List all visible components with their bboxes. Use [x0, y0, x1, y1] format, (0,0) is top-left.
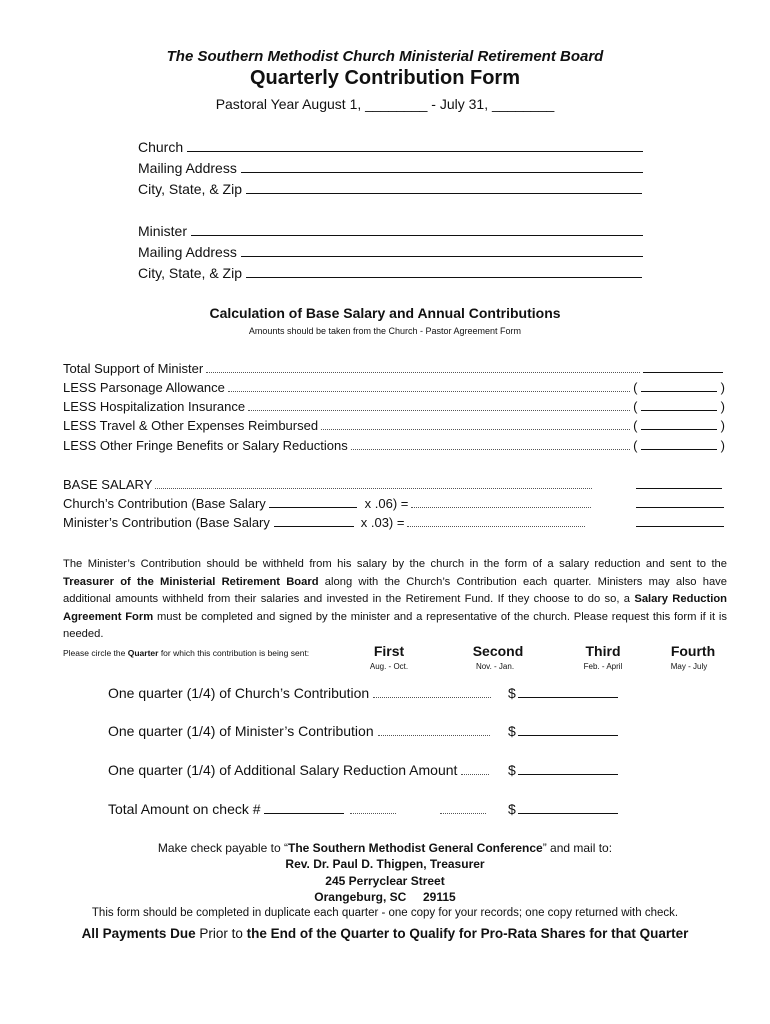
church-contribution-blank[interactable]	[636, 496, 724, 508]
quarter-fourth[interactable]: Fourth	[670, 643, 716, 659]
minister-base-salary-blank[interactable]	[274, 515, 354, 527]
church-quarter-label: One quarter (1/4) of Church’s Contribution	[108, 685, 370, 701]
total-support-row	[63, 361, 723, 376]
total-amount[interactable]: $	[508, 801, 618, 817]
row-label: Total Support of Minister	[63, 361, 204, 376]
travel-expenses-row: LESS Travel & Other Expenses Reimbursed ( )	[63, 418, 725, 433]
church-base-salary-blank[interactable]	[269, 496, 357, 508]
church-field[interactable]	[138, 139, 643, 155]
minister-city-state-zip-label: City, State, & Zip	[138, 265, 242, 281]
quarter-first-months: Aug. - Oct.	[369, 662, 409, 671]
hospitalization-row: LESS Hospitalization Insurance ( )	[63, 399, 725, 414]
row-label: LESS Travel & Other Expenses Reimbursed	[63, 418, 319, 433]
church-quarter-amount[interactable]: $	[508, 685, 618, 701]
quarter-third[interactable]: Third	[585, 643, 621, 659]
form-title: Quarterly Contribution Form	[250, 67, 520, 89]
base-salary-label: BASE SALARY	[63, 477, 153, 492]
church-city-state-zip-label: City, State, & Zip	[138, 181, 242, 197]
base-salary-blank[interactable]	[636, 477, 722, 489]
calculation-subheading: Amounts should be taken from the Church - Pastor Agreement Form	[248, 326, 522, 336]
treasurer-street: 245 Perryclear Street	[325, 874, 445, 888]
minister-contribution-label: Minister’s Contribution (Base Salary	[63, 515, 270, 530]
quarter-second-months: Nov. - Jan.	[475, 662, 515, 671]
instructions-paragraph: The Minister’s Contribution should be withheld from his salary by the church in the form of a salary reduction and sent to the Treasurer of the Ministerial Retirement Board along with the Church’s Contribution each quarter. Ministers may also have additional amounts withheld from their salaries and invested in the Retirement Fund. If they choose to do so, a Salary Reduction Agreement Form must be completed and signed by the minister and a representative of the church. Please request this form if it is needed.	[63, 558, 728, 641]
row-label: LESS Parsonage Allowance	[63, 380, 225, 395]
quarter-first[interactable]: First	[373, 643, 405, 659]
organization-name: The Southern Methodist Church Ministerial Retirement Board	[166, 48, 604, 65]
quarter-second[interactable]: Second	[472, 643, 524, 659]
church-contribution-row	[63, 496, 594, 511]
minister-mailing-address-label: Mailing Address	[138, 244, 237, 260]
payable-line: Make check payable to “The Southern Methodist General Conference” and mail to:	[157, 841, 613, 855]
minister-label: Minister	[138, 223, 188, 239]
quarter-prompt: Please circle the Quarter for which this contribution is being sent:	[63, 648, 310, 658]
additional-quarter-label: One quarter (1/4) of Additional Salary Reduction Amount	[108, 762, 458, 778]
payee-name: The Southern Methodist General Conference	[288, 841, 543, 855]
minister-quarter-label: One quarter (1/4) of Minister’s Contribution	[108, 723, 374, 739]
church-city-state-zip-field[interactable]	[138, 181, 642, 197]
row-label: LESS Hospitalization Insurance	[63, 399, 246, 414]
quarter-fourth-months: May - July	[670, 662, 708, 671]
minister-field[interactable]	[138, 223, 643, 239]
church-contribution-label: Church’s Contribution (Base Salary	[63, 496, 266, 511]
calculation-heading: Calculation of Base Salary and Annual Contributions	[209, 305, 561, 321]
row-label: LESS Other Fringe Benefits or Salary Reductions	[63, 438, 348, 453]
hospitalization-blank[interactable]	[641, 399, 717, 411]
minister-contribution-blank[interactable]	[636, 515, 724, 527]
additional-quarter-amount[interactable]: $	[508, 762, 618, 778]
church-mailing-address-field[interactable]	[138, 160, 643, 176]
minister-quarter-amount[interactable]: $	[508, 723, 618, 739]
total-support-blank[interactable]	[643, 361, 723, 373]
treasurer-board-emphasis: Treasurer of the Ministerial Retirement Board	[63, 575, 319, 588]
church-label: Church	[138, 139, 184, 155]
salary-reduction-form-emphasis: Salary Reduction Agreement Form	[63, 593, 728, 623]
total-check-label: Total Amount on check #	[108, 801, 261, 817]
treasurer-name: Rev. Dr. Paul D. Thigpen, Treasurer	[285, 857, 485, 871]
minister-contribution-rate: x .03) =	[360, 515, 405, 530]
minister-contribution-row	[63, 515, 588, 530]
church-contribution-rate: x .06) =	[364, 496, 409, 511]
minister-mailing-address-field[interactable]	[138, 244, 643, 260]
parsonage-blank[interactable]	[641, 380, 717, 392]
fringe-benefits-blank[interactable]	[641, 438, 717, 450]
check-number-blank[interactable]	[264, 802, 344, 814]
fringe-benefits-row: LESS Other Fringe Benefits or Salary Reductions ( )	[63, 438, 725, 453]
pastoral-year: Pastoral Year August 1, ________ - July 31, ________	[215, 96, 555, 112]
minister-city-state-zip-field[interactable]	[138, 265, 642, 281]
duplicate-note: This form should be completed in duplicate each quarter - one copy for your records; one copy returned with check.	[91, 907, 679, 919]
quarter-third-months: Feb. - April	[583, 662, 623, 671]
parsonage-row: LESS Parsonage Allowance ( )	[63, 380, 725, 395]
church-mailing-address-label: Mailing Address	[138, 160, 237, 176]
treasurer-city: Orangeburg, SC 29115	[314, 890, 456, 904]
due-notice: All Payments Due Prior to the End of the Quarter to Qualify for Pro-Rata Shares for that Quarter	[81, 926, 689, 941]
base-salary-row	[63, 477, 595, 492]
travel-expenses-blank[interactable]	[641, 418, 717, 430]
